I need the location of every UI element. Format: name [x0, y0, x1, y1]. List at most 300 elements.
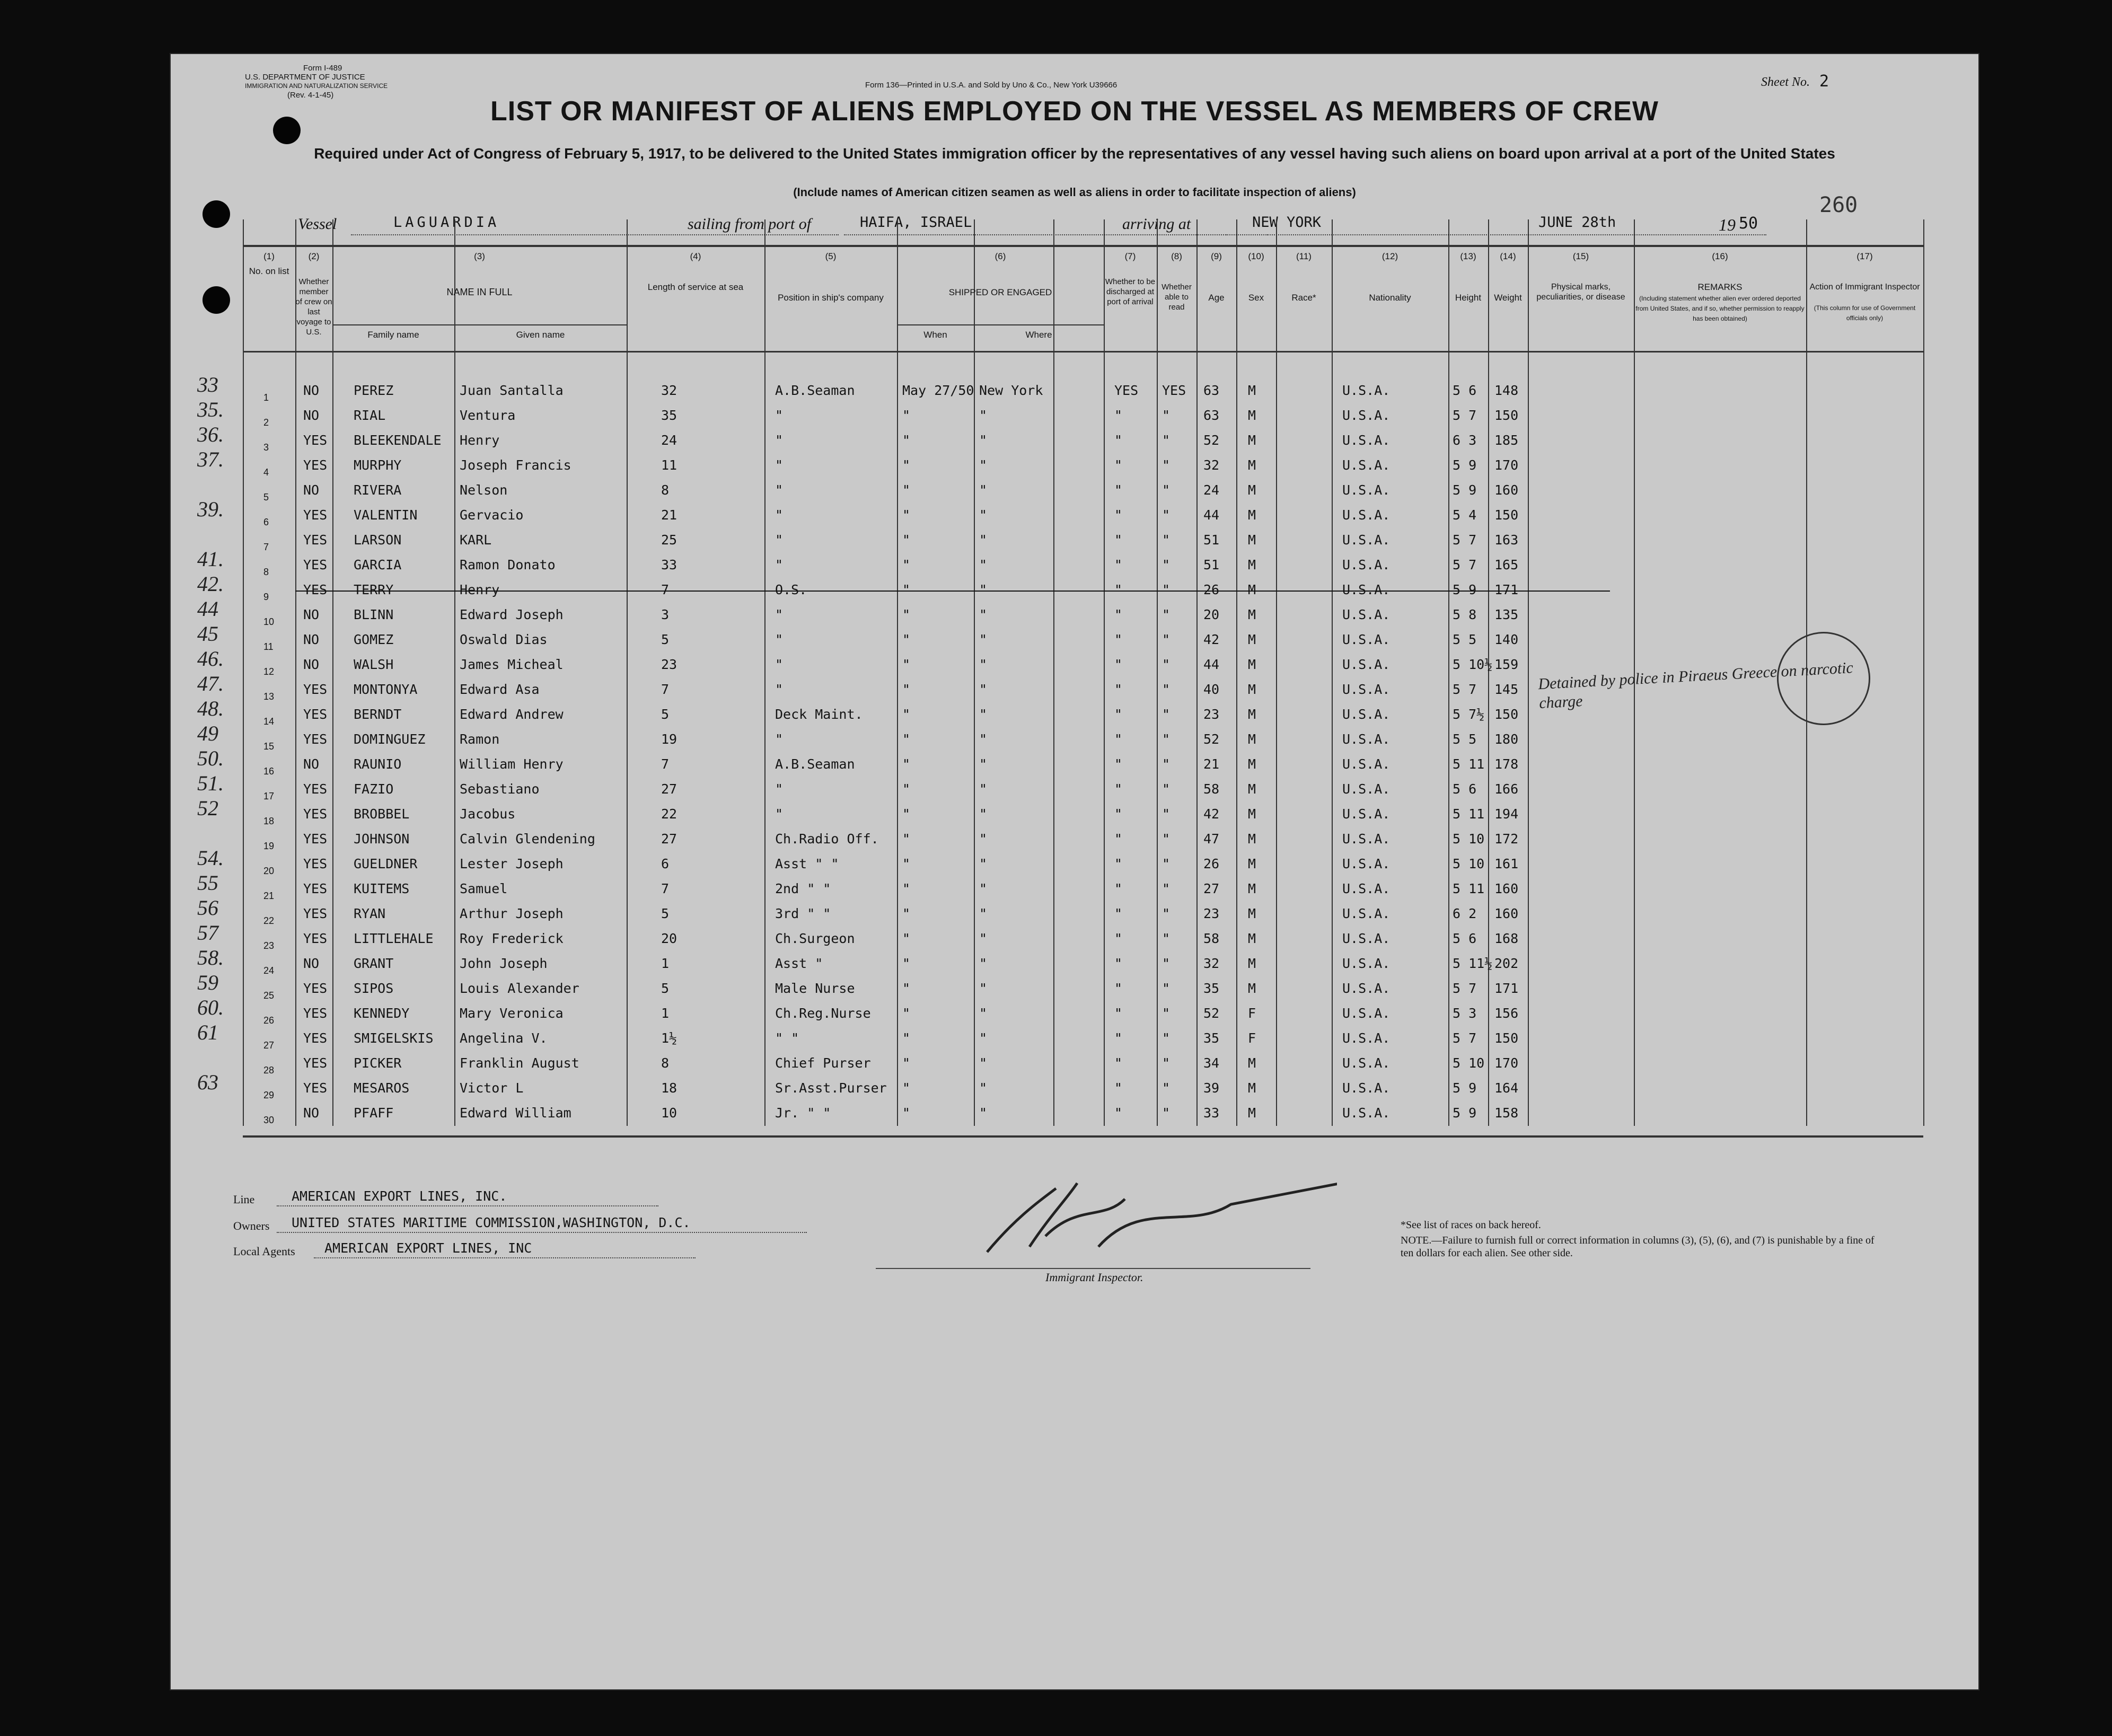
discharged: ": [1114, 1080, 1123, 1096]
crew-prev-voyage: YES: [303, 906, 328, 921]
nationality: U.S.A.: [1342, 457, 1391, 473]
crew-prev-voyage: YES: [303, 1006, 328, 1021]
discharged: ": [1114, 607, 1123, 622]
department-name: U.S. DEPARTMENT OF JUSTICE: [245, 73, 365, 82]
service-length: 35: [661, 408, 677, 423]
header-given-name: Given name: [516, 330, 565, 340]
header-inspector-action: Action of Immigrant Inspector: [1809, 283, 1920, 292]
position: ": [775, 607, 784, 622]
service-length: 27: [661, 781, 677, 797]
shipped-when: ": [902, 507, 911, 523]
nationality: U.S.A.: [1342, 383, 1391, 398]
weight: 202: [1494, 956, 1519, 971]
position: ": [775, 657, 784, 672]
row-number: 8: [263, 567, 269, 577]
header-physical-marks: Physical marks, peculiarities, or disease: [1536, 283, 1625, 302]
given-name: Angelina V.: [460, 1030, 548, 1046]
nationality: U.S.A.: [1342, 1055, 1391, 1071]
shipped-when: ": [902, 582, 911, 597]
shipped-when: May 27/50: [902, 383, 974, 398]
crew-prev-voyage: YES: [303, 781, 328, 797]
margin-number: 60.: [197, 995, 224, 1019]
weight: 166: [1494, 781, 1519, 797]
weight: 135: [1494, 607, 1519, 622]
vessel-label: Vessel: [298, 215, 337, 233]
service-length: 33: [661, 557, 677, 572]
weight: 164: [1494, 1080, 1519, 1096]
shipped-where: ": [979, 408, 988, 423]
discharged: ": [1114, 457, 1123, 473]
service-length: 7: [661, 881, 670, 896]
margin-number: 37.: [197, 447, 224, 471]
sex: M: [1248, 931, 1256, 946]
height: 5 10: [1453, 856, 1485, 871]
nationality: U.S.A.: [1342, 433, 1391, 448]
shipped-when: ": [902, 408, 911, 423]
row-number: 27: [263, 1040, 275, 1051]
discharged: ": [1114, 482, 1123, 498]
shipped-where: ": [979, 1105, 988, 1121]
position: ": [775, 732, 784, 747]
height: 5 10: [1453, 1055, 1485, 1071]
sex: M: [1248, 682, 1256, 697]
margin-number: 51.: [197, 771, 224, 795]
page-stamp: 260: [1819, 193, 1858, 217]
position: Asst ": [775, 956, 823, 971]
position: Male Nurse: [775, 981, 855, 996]
agents-name: AMERICAN EXPORT LINES, INC: [324, 1240, 532, 1256]
sex: M: [1248, 1105, 1256, 1121]
inspector-label: Immigrant Inspector.: [1045, 1271, 1143, 1284]
age: 58: [1203, 931, 1220, 946]
shipped-where: ": [979, 582, 988, 597]
row-number: 7: [263, 542, 269, 552]
header-when: When: [923, 330, 947, 340]
age: 58: [1203, 781, 1220, 797]
service-length: 18: [661, 1080, 677, 1096]
able-to-read: ": [1162, 1030, 1171, 1046]
sex: M: [1248, 532, 1256, 548]
shipped-when: ": [902, 906, 911, 921]
given-name: Mary Veronica: [460, 1006, 564, 1021]
nationality: U.S.A.: [1342, 482, 1391, 498]
given-name: Ramon Donato: [460, 557, 556, 572]
row-number: 16: [263, 766, 275, 777]
position: ": [775, 781, 784, 797]
form-revision: (Rev. 4-1-45): [287, 91, 334, 100]
height: 5 8: [1453, 607, 1477, 622]
service-length: 6: [661, 856, 670, 871]
shipped-when: ": [902, 756, 911, 772]
position: ": [775, 408, 784, 423]
crew-prev-voyage: NO: [303, 482, 320, 498]
sailing-label: sailing from port of: [688, 215, 812, 233]
position: 2nd " ": [775, 881, 831, 896]
margin-number: 59: [197, 971, 218, 994]
given-name: Roy Frederick: [460, 931, 564, 946]
crew-prev-voyage: NO: [303, 607, 320, 622]
shipped-when: ": [902, 682, 911, 697]
row-number: 23: [263, 940, 275, 951]
shipped-when: ": [902, 956, 911, 971]
shipped-when: ": [902, 433, 911, 448]
family-name: FAZIO: [354, 781, 394, 797]
header-shipped-engaged: SHIPPED OR ENGAGED: [948, 287, 1052, 297]
shipped-where: ": [979, 732, 988, 747]
height: 5 7: [1453, 1030, 1477, 1046]
family-name: GRANT: [354, 956, 394, 971]
owners-name: UNITED STATES MARITIME COMMISSION,WASHINGTON, D.C.: [292, 1215, 691, 1230]
shipped-when: ": [902, 557, 911, 572]
nationality: U.S.A.: [1342, 657, 1391, 672]
nationality: U.S.A.: [1342, 756, 1391, 772]
discharged: ": [1114, 632, 1123, 647]
margin-number: 63: [197, 1070, 218, 1094]
header-name-in-full: NAME IN FULL: [446, 287, 513, 297]
shipped-where: ": [979, 781, 988, 797]
discharged: ": [1114, 408, 1123, 423]
shipped-where: ": [979, 632, 988, 647]
row-number: 15: [263, 741, 275, 752]
height: 5 7: [1453, 532, 1477, 548]
row-number: 1: [263, 392, 269, 403]
shipped-when: ": [902, 657, 911, 672]
weight: 156: [1494, 1006, 1519, 1021]
family-name: RIVERA: [354, 482, 402, 498]
given-name: Ventura: [460, 408, 516, 423]
crew-prev-voyage: NO: [303, 1105, 320, 1121]
able-to-read: ": [1162, 707, 1171, 722]
discharged: ": [1114, 856, 1123, 871]
header-no-on-list: No. on list: [249, 266, 289, 276]
crew-prev-voyage: YES: [303, 856, 328, 871]
sex: M: [1248, 607, 1256, 622]
shipped-where: ": [979, 756, 988, 772]
given-name: John Joseph: [460, 956, 548, 971]
shipped-where: ": [979, 1080, 988, 1096]
given-name: Lester Joseph: [460, 856, 564, 871]
nationality: U.S.A.: [1342, 557, 1391, 572]
shipped-when: ": [902, 1006, 911, 1021]
row-number: 11: [263, 641, 274, 652]
able-to-read: ": [1162, 532, 1171, 548]
weight: 160: [1494, 906, 1519, 921]
row-number: 14: [263, 716, 275, 727]
family-name: WALSH: [354, 657, 394, 672]
family-name: MURPHY: [354, 457, 402, 473]
row-number: 9: [263, 592, 269, 602]
shipped-where: ": [979, 806, 988, 822]
position: Ch.Radio Off.: [775, 831, 879, 847]
given-name: Oswald Dias: [460, 632, 548, 647]
age: 51: [1203, 532, 1220, 548]
discharged: ": [1114, 931, 1123, 946]
crew-prev-voyage: NO: [303, 632, 320, 647]
nationality: U.S.A.: [1342, 682, 1391, 697]
row-number: 17: [263, 791, 275, 801]
arrival-port: NEW YORK: [1252, 214, 1322, 231]
age: 34: [1203, 1055, 1220, 1071]
header-height: Height: [1455, 293, 1482, 303]
row-number: 21: [263, 891, 275, 901]
age: 26: [1203, 856, 1220, 871]
position: " ": [775, 1030, 799, 1046]
weight: 161: [1494, 856, 1519, 871]
position: O.S.: [775, 582, 807, 597]
able-to-read: ": [1162, 781, 1171, 797]
sex: M: [1248, 732, 1256, 747]
height: 5 7: [1453, 682, 1477, 697]
given-name: Samuel: [460, 881, 508, 896]
age: 24: [1203, 482, 1220, 498]
position: Deck Maint.: [775, 707, 863, 722]
able-to-read: YES: [1162, 383, 1186, 398]
discharged: ": [1114, 507, 1123, 523]
row-number: 20: [263, 866, 275, 876]
column-number-9: (9): [1211, 251, 1222, 261]
sex: M: [1248, 831, 1256, 847]
crew-prev-voyage: NO: [303, 756, 320, 772]
header-age: Age: [1208, 293, 1225, 303]
family-name: LARSON: [354, 532, 402, 548]
shipped-when: ": [902, 1080, 911, 1096]
weight: 170: [1494, 1055, 1519, 1071]
detention-remark: Detained by police in Piraeus Greece on narcotic charge: [1537, 659, 1854, 712]
given-name: Ramon: [460, 732, 500, 747]
height: 5 9: [1453, 582, 1477, 597]
age: 44: [1203, 657, 1220, 672]
sex: M: [1248, 756, 1256, 772]
weight: 150: [1494, 707, 1519, 722]
sex: M: [1248, 582, 1256, 597]
age: 44: [1203, 507, 1220, 523]
margin-number: 55: [197, 871, 218, 895]
service-length: 5: [661, 981, 670, 996]
able-to-read: ": [1162, 732, 1171, 747]
height: 5 10: [1453, 831, 1485, 847]
margin-number: 61: [197, 1020, 218, 1044]
discharged: ": [1114, 557, 1123, 572]
weight: 148: [1494, 383, 1519, 398]
printer-line: Form 136—Printed in U.S.A. and Sold by Uno & Co., New York U39666: [865, 81, 1117, 90]
height: 5 7: [1453, 408, 1477, 423]
given-name: Jacobus: [460, 806, 516, 822]
height: 5 6: [1453, 931, 1477, 946]
inclusion-note: (Include names of American citizen seamen as well as aliens in order to facilitate inspection of aliens): [793, 186, 1356, 199]
height: 5 9: [1453, 457, 1477, 473]
age: 42: [1203, 806, 1220, 822]
position: A.B.Seaman: [775, 383, 855, 398]
family-name: BLINN: [354, 607, 394, 622]
manifest-sheet: [171, 54, 1978, 1689]
age: 42: [1203, 632, 1220, 647]
shipped-when: ": [902, 806, 911, 822]
service-length: 11: [661, 457, 677, 473]
column-number-4: (4): [690, 251, 701, 261]
shipped-where: ": [979, 856, 988, 871]
given-name: Edward William: [460, 1105, 571, 1121]
service-length: 7: [661, 582, 670, 597]
weight: 170: [1494, 457, 1519, 473]
able-to-read: ": [1162, 632, 1171, 647]
service-length: 5: [661, 906, 670, 921]
row-number: 24: [263, 965, 275, 976]
nationality: U.S.A.: [1342, 582, 1391, 597]
given-name: Joseph Francis: [460, 457, 571, 473]
age: 35: [1203, 1030, 1220, 1046]
shipped-when: ": [902, 532, 911, 548]
age: 20: [1203, 607, 1220, 622]
weight: 150: [1494, 408, 1519, 423]
margin-number: 42.: [197, 572, 224, 596]
age: 33: [1203, 1105, 1220, 1121]
family-name: BROBBEL: [354, 806, 410, 822]
header-sex: Sex: [1248, 293, 1264, 303]
family-name: GARCIA: [354, 557, 402, 572]
nationality: U.S.A.: [1342, 1030, 1391, 1046]
height: 5 5: [1453, 632, 1477, 647]
weight: 140: [1494, 632, 1519, 647]
family-name: BERNDT: [354, 707, 402, 722]
given-name: Henry: [460, 582, 500, 597]
line-label: Line: [233, 1193, 255, 1206]
weight: 171: [1494, 981, 1519, 996]
discharged: ": [1114, 582, 1123, 597]
row-number: 3: [263, 442, 269, 453]
margin-number: 49: [197, 721, 218, 745]
column-number-1: (1): [263, 251, 275, 261]
position: ": [775, 557, 784, 572]
position: Chief Purser: [775, 1055, 871, 1071]
column-number-7: (7): [1124, 251, 1136, 261]
family-name: TERRY: [354, 582, 394, 597]
position: ": [775, 632, 784, 647]
column-number-3: (3): [474, 251, 485, 261]
column-number-5: (5): [825, 251, 837, 261]
arriving-label: arriving at: [1122, 215, 1191, 233]
able-to-read: ": [1162, 457, 1171, 473]
header-race: Race*: [1291, 293, 1316, 303]
shipped-where: ": [979, 906, 988, 921]
age: 47: [1203, 831, 1220, 847]
age: 23: [1203, 906, 1220, 921]
given-name: Edward Andrew: [460, 707, 564, 722]
discharged: ": [1114, 532, 1123, 548]
form-number: Form I-489: [303, 64, 342, 73]
discharged: ": [1114, 732, 1123, 747]
shipped-where: ": [979, 507, 988, 523]
header-nationality: Nationality: [1369, 293, 1411, 303]
header-remarks-note: (Including statement whether alien ever ordered deported from United States, and if so, whether permission to reapply has been obtained): [1635, 295, 1805, 322]
column-number-12: (12): [1381, 251, 1398, 261]
shipped-when: ": [902, 856, 911, 871]
given-name: Henry: [460, 433, 500, 448]
family-name: RAUNIO: [354, 756, 402, 772]
family-name: SIPOS: [354, 981, 394, 996]
shipped-when: ": [902, 1055, 911, 1071]
given-name: Juan Santalla: [460, 383, 564, 398]
nationality: U.S.A.: [1342, 981, 1391, 996]
column-number-11: (11): [1296, 251, 1312, 261]
service-length: 3: [661, 607, 670, 622]
service-length: 5: [661, 632, 670, 647]
weight: 145: [1494, 682, 1519, 697]
height: 5 10½: [1453, 657, 1493, 672]
row-number: 29: [263, 1090, 275, 1100]
discharged: ": [1114, 981, 1123, 996]
discharged: ": [1114, 1006, 1123, 1021]
service-length: 8: [661, 1055, 670, 1071]
able-to-read: ": [1162, 1006, 1171, 1021]
crew-prev-voyage: NO: [303, 383, 320, 398]
family-name: GOMEZ: [354, 632, 394, 647]
sheet-label: Sheet No.: [1761, 75, 1810, 89]
year-prefix: 19: [1719, 215, 1736, 234]
service-name: IMMIGRATION AND NATURALIZATION SERVICE: [245, 82, 388, 90]
sex: M: [1248, 956, 1256, 971]
nationality: U.S.A.: [1342, 831, 1391, 847]
weight: 150: [1494, 1030, 1519, 1046]
nationality: U.S.A.: [1342, 806, 1391, 822]
given-name: Nelson: [460, 482, 508, 498]
weight: 185: [1494, 433, 1519, 448]
sheet-number: 2: [1819, 72, 1829, 91]
age: 21: [1203, 756, 1220, 772]
crew-prev-voyage: YES: [303, 732, 328, 747]
shipped-where: ": [979, 657, 988, 672]
service-length: 24: [661, 433, 677, 448]
shipped-when: ": [902, 707, 911, 722]
able-to-read: ": [1162, 408, 1171, 423]
row-number: 6: [263, 517, 269, 527]
position: ": [775, 532, 784, 548]
given-name: Gervacio: [460, 507, 524, 523]
height: 5 5: [1453, 732, 1477, 747]
row-number: 26: [263, 1015, 275, 1026]
position: ": [775, 507, 784, 523]
arrival-year: 50: [1739, 214, 1758, 233]
age: 51: [1203, 557, 1220, 572]
age: 32: [1203, 956, 1220, 971]
agents-label: Local Agents: [233, 1245, 295, 1258]
shipped-when: ": [902, 981, 911, 996]
races-note: *See list of races on back hereof.: [1401, 1219, 1541, 1231]
height: 5 11½: [1453, 956, 1493, 971]
height: 5 7: [1453, 557, 1477, 572]
sex: M: [1248, 781, 1256, 797]
crew-prev-voyage: YES: [303, 557, 328, 572]
header-able-to-read: Whether able to read: [1161, 283, 1192, 312]
margin-number: 41.: [197, 547, 224, 571]
header-weight: Weight: [1494, 293, 1522, 303]
family-name: RYAN: [354, 906, 386, 921]
shipped-when: ": [902, 732, 911, 747]
able-to-read: ": [1162, 806, 1171, 822]
discharged: ": [1114, 682, 1123, 697]
position: Jr. " ": [775, 1105, 831, 1121]
shipped-where: ": [979, 981, 988, 996]
crew-prev-voyage: NO: [303, 657, 320, 672]
header-where: Where: [1025, 330, 1052, 340]
discharged: ": [1114, 831, 1123, 847]
sex: M: [1248, 1055, 1256, 1071]
nationality: U.S.A.: [1342, 856, 1391, 871]
sex: M: [1248, 632, 1256, 647]
weight: 171: [1494, 582, 1519, 597]
able-to-read: ": [1162, 831, 1171, 847]
header-inspector-note: (This column for use of Government officials only): [1814, 304, 1916, 322]
position: A.B.Seaman: [775, 756, 855, 772]
